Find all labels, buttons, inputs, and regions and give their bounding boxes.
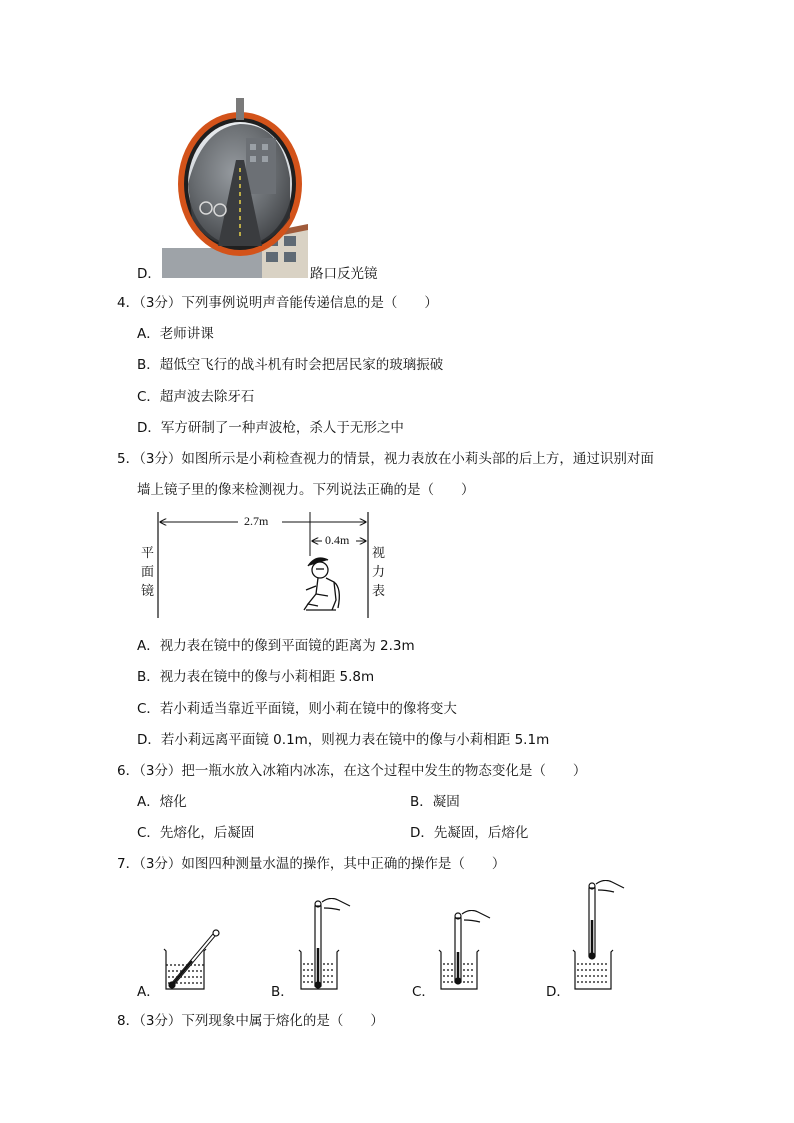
beaker-b-diagram (296, 898, 356, 993)
mirror-label-3: 镜 (141, 584, 155, 599)
q4-option-d: D．军方研制了一种声波枪，杀人于无形之中 (137, 420, 404, 436)
girl-figure (304, 558, 339, 610)
q4-option-b: B．超低空飞行的战斗机有时会把居民家的玻璃振破 (137, 357, 444, 373)
q6-option-a: A．熔化 (137, 794, 187, 810)
q5-option-c: C．若小莉适当靠近平面镜，则小莉在镜中的像将变大 (137, 701, 457, 717)
chart-label-1: 视 (372, 546, 386, 561)
convex-road-mirror-photo (162, 98, 308, 278)
q7-option-a-letter: A． (137, 984, 160, 1000)
q6-option-c: C．先熔化，后凝固 (137, 825, 255, 841)
q5-stem-line1: 5．（3分）如图所示是小莉检查视力的情景，视力表放在小莉头部的后上方，通过识别对面 (117, 451, 654, 467)
chart-label-2: 力 (372, 565, 386, 580)
q3-option-d-letter: D． (137, 266, 161, 282)
q7-option-b-letter: B． (271, 984, 294, 1000)
q5-stem-line2: 墙上镜子里的像来检测视力。下列说法正确的是（ ） (137, 482, 475, 498)
beaker-d-diagram (570, 880, 630, 993)
q5-option-b: B．视力表在镜中的像与小莉相距 5.8m (137, 669, 375, 685)
short-distance-label: 0.4m (325, 533, 350, 547)
mirror-label-1: 平 (141, 546, 155, 561)
beaker-c-diagram (436, 910, 496, 993)
q6-option-b: B．凝固 (410, 794, 460, 810)
q5-option-a: A．视力表在镜中的像到平面镜的距离为 2.3m (137, 638, 415, 654)
beaker-a-diagram (160, 925, 226, 993)
q4-option-a: A．老师讲课 (137, 326, 214, 342)
q3-option-d-caption: 路口反光镜 (310, 266, 378, 282)
q7-option-d-letter: D． (546, 984, 570, 1000)
mirror-label-2: 面 (141, 565, 155, 580)
total-distance-label: 2.7m (244, 514, 269, 528)
q7-option-c-letter: C． (412, 984, 435, 1000)
q8-stem: 8．（3分）下列现象中属于熔化的是（ ） (117, 1013, 384, 1029)
q4-option-c: C．超声波去除牙石 (137, 389, 255, 405)
q6-option-d: D．先凝固，后熔化 (410, 825, 529, 841)
q7-stem: 7．（3分）如图四种测量水温的操作，其中正确的操作是（ ） (117, 856, 506, 872)
q5-option-d: D．若小莉远离平面镜 0.1m，则视力表在镜中的像与小莉相距 5.1m (137, 732, 550, 748)
q4-stem: 4．（3分）下列事例说明声音能传递信息的是（ ） (117, 295, 438, 311)
q6-stem: 6．（3分）把一瓶水放入冰箱内冰冻，在这个过程中发生的物态变化是（ ） (117, 763, 587, 779)
chart-label-3: 表 (372, 584, 386, 599)
